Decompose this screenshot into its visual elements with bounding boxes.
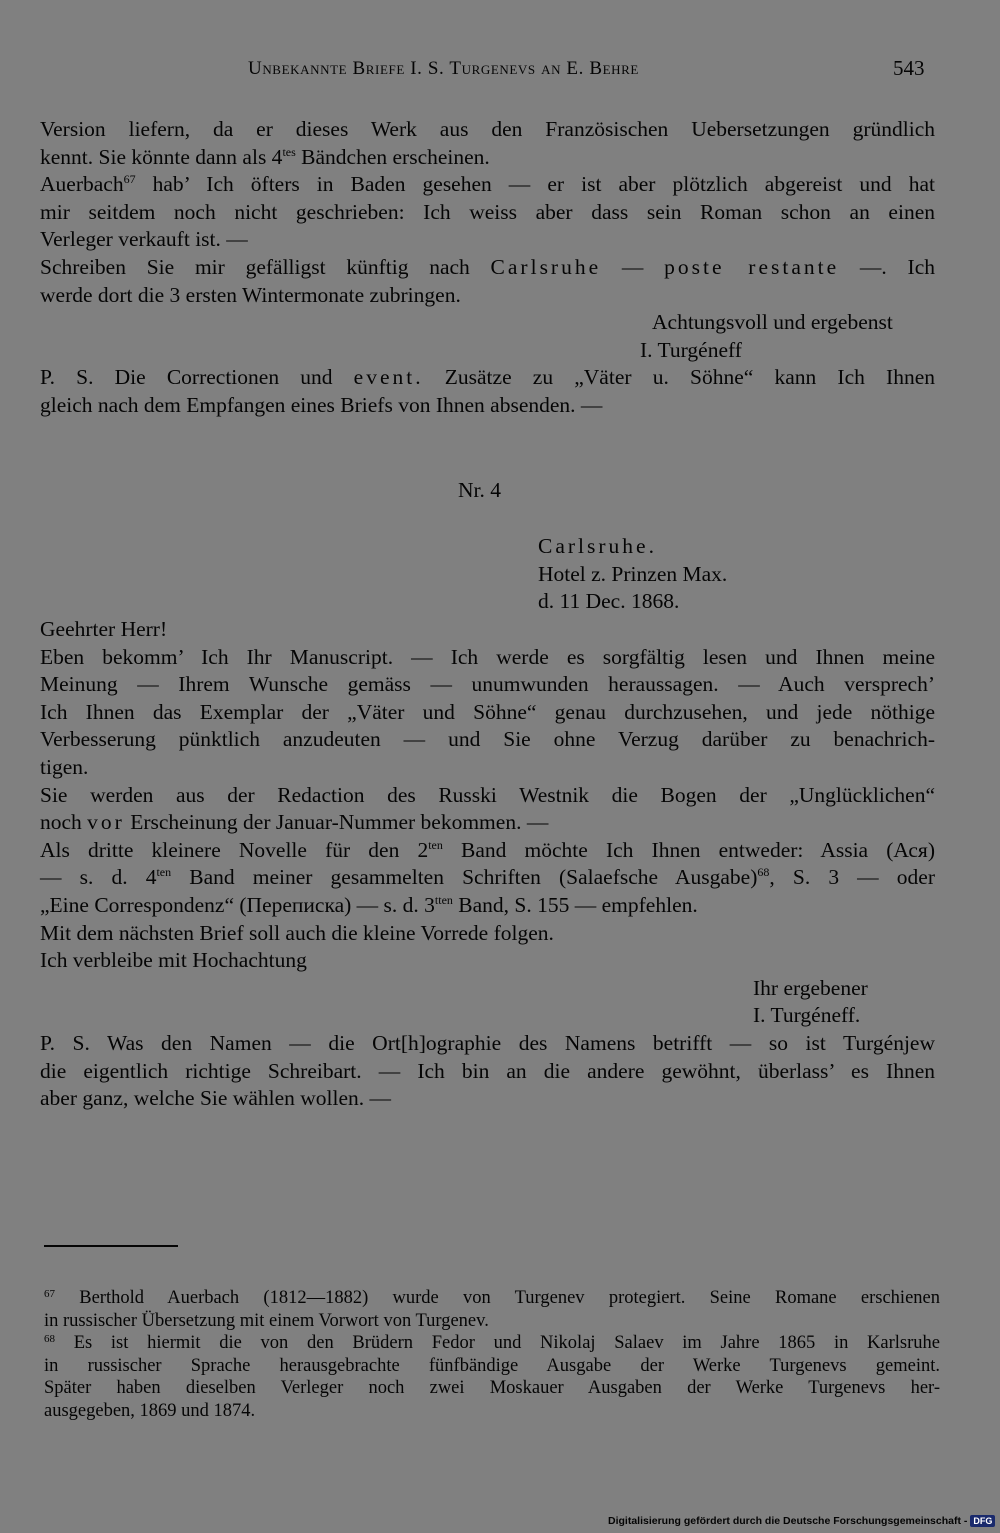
text-line: werde dort die 3 ersten Wintermonate zubringen. — [40, 282, 461, 307]
footnote-number: 67 — [44, 1288, 55, 1300]
text-line: Meinung — Ihrem Wunsche gemäss — unumwunden heraussagen. — Auch versprech’ — [40, 672, 935, 697]
postscript-line: P. S. Die Correctionen und event. Zusätze zu „Väter u. Söhne“ kann Ich Ihnen — [40, 365, 935, 390]
text-line: — s. d. $4^{ten}$ Band meiner gesammelten Schriften (Salaefsche Ausgabe)$^{68}$, S. 3 — oder — [40, 865, 935, 890]
dfg-logo: DFG — [970, 1515, 995, 1527]
text-line: Version liefern, da er dieses Werk aus den Französischen Uebersetzungen gründlich — [40, 117, 935, 141]
text-line: tigen. — [40, 754, 89, 779]
footnote-line: in russischer Sprache herausgebrachte fünfbändige Ausgabe der Werke Turgenevs gemeint. — [44, 1355, 940, 1376]
digitization-credit — [608, 1515, 995, 1527]
place-name: Carlsruhe. — [538, 534, 657, 558]
text-line: Schreiben Sie mir gefälligst künftig nach Carlsruhe — poste restante —. Ich — [40, 254, 935, 279]
superscript: ten — [428, 837, 443, 852]
superscript: tes — [282, 144, 296, 159]
letter-signature: I. Turgéneff. — [753, 1003, 861, 1028]
footnote-number: 68 — [44, 1333, 55, 1346]
footnote-ref-67: 67 — [123, 172, 136, 187]
letter-closing: Achtungsvoll und ergebenst — [652, 310, 893, 335]
text-line: noch vor Erscheinung der Januar-Nummer bekommen. — — [40, 810, 549, 835]
postscript-line: die eigentlich richtige Schreibart. — Ich bin an die andere gewöhnt, überlass’ es Ihnen — [40, 1058, 935, 1083]
letter-date: d. 11 Dec. 1868. — [538, 589, 680, 614]
footnote-68: $^{68}$ Es ist hiermit die von den Brüdern Fedor und Nikolaj Salaev im Jahre 1865 in Karlsruhe — [44, 1333, 940, 1354]
letter-number-heading: Nr. 4 — [458, 478, 501, 502]
letter-signature: I. Turgéneff — [640, 337, 742, 362]
salutation: Geehrter Herr! — [40, 617, 168, 641]
footnotes — [44, 1287, 940, 1423]
letter-3-continuation — [40, 116, 935, 420]
text-line: „Eine Correspondenz“ (Переписка) — s. d. $3^{tten}$ Band, S. 155 — empfehlen. — [40, 892, 698, 917]
running-header-title: Unbekannte Briefe I. S. Turgenevs an E. Behre — [248, 58, 639, 79]
superscript: ten — [156, 865, 172, 880]
postscript-line: gleich nach dem Empfangen eines Briefs von Ihnen absenden. — — [40, 392, 603, 417]
text-line: kennt. Sie könnte dann als $4^{tes}$ Bändchen erscheinen. — [40, 144, 490, 169]
letter-dateline — [538, 533, 727, 616]
letter-closing: Ihr ergebener — [753, 975, 868, 1000]
footnote-line: in russischer Übersetzung mit einem Vorwort von Turgenev. — [44, 1310, 489, 1331]
superscript: tten — [434, 892, 453, 907]
footnote-line: Später haben dieselben Verleger noch zwei Moskauer Ausgaben der Werke Turgenevs her- — [44, 1378, 940, 1399]
footnote-ref-68: 68 — [757, 865, 770, 880]
text-line: Mit dem nächsten Brief soll auch die kleine Vorrede folgen. — [40, 920, 554, 945]
text-line: Auerbach$^{67}$ hab’ Ich öfters in Baden gesehen — er ist aber plötzlich abgereist und hat — [40, 172, 935, 197]
text-line: Verleger verkauft ist. — — [40, 227, 248, 252]
text-line: Eben bekomm’ Ich Ihr Manuscript. — Ich werde es sorgfältig lesen und Ihnen meine — [40, 644, 935, 669]
text-line: Ich verbleibe mit Hochachtung — [40, 948, 307, 973]
text-line: mir seitdem noch nicht geschrieben: Ich weiss aber dass sein Roman schon an einen — [40, 199, 935, 224]
text-line: Sie werden aus der Redaction des Russki Westnik die Bogen der „Unglücklichen“ — [40, 782, 935, 807]
text-line: Verbesserung pünktlich anzudeuten — und Sie ohne Verzug darüber zu benachrich- — [40, 727, 935, 752]
text-line: Ich Ihnen das Exemplar der „Väter und Söhne“ genau durchzusehen, und jede nöthige — [40, 699, 935, 724]
postscript-line: P. S. Was den Namen — die Ort[h]ographie des Namens betrifft — so ist Turgénjew — [40, 1030, 935, 1055]
letter-4-body — [40, 616, 935, 1113]
footnote-divider — [44, 1245, 178, 1247]
text-line: Als dritte kleinere Novelle für den $2^{ten}$ Band möchte Ich Ihnen entweder: Assia (Ася) — [40, 837, 935, 862]
page-number: 543 — [893, 56, 925, 80]
footnote-67: $^{67}$ Berthold Auerbach (1812—1882) wurde von Turgenev protegiert. Seine Romane erschienen — [44, 1288, 940, 1308]
postscript-line: aber ganz, welche Sie wählen wollen. — — [40, 1086, 392, 1111]
digitization-text: Digitalisierung gefördert durch die Deutsche Forschungsgemeinschaft - — [608, 1515, 968, 1527]
footnote-line: ausgegeben, 1869 und 1874. — [44, 1400, 256, 1421]
hotel-name: Hotel z. Prinzen Max. — [538, 561, 728, 586]
